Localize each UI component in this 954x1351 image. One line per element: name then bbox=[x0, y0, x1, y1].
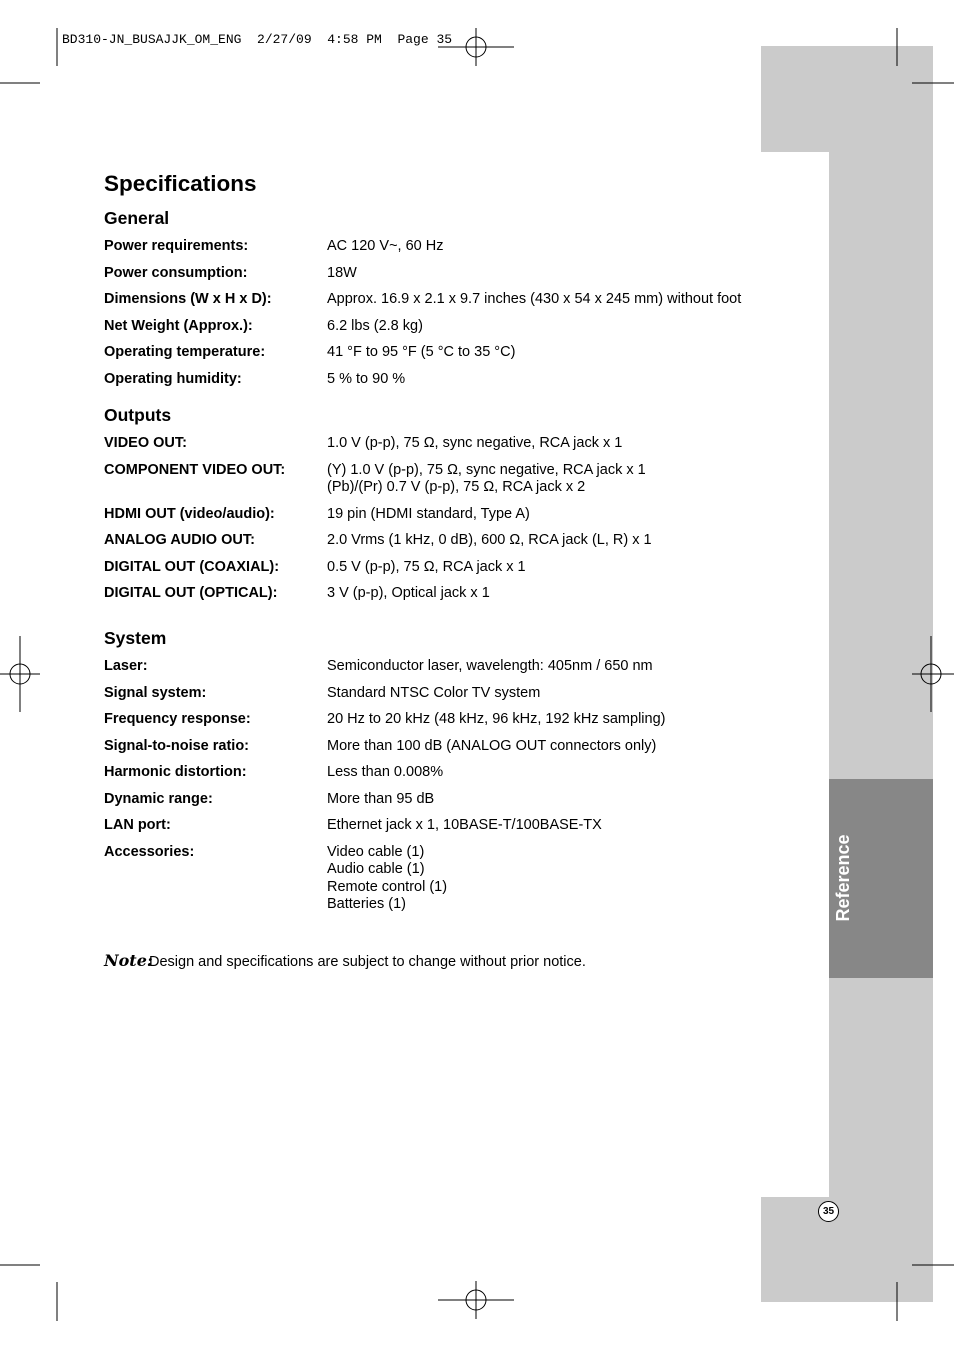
spec-label: Operating temperature: bbox=[104, 344, 266, 360]
print-header: BD310-JN_BUSAJJK_OM_ENG 2/27/09 4:58 PM Page 35 bbox=[62, 32, 453, 47]
note bbox=[104, 951, 586, 972]
spec-value: Ethernet jack x 1, 10BASE-T/100BASE-TX bbox=[327, 817, 602, 833]
spec-row-operating-temperature bbox=[104, 344, 754, 362]
spec-row-power-requirements bbox=[104, 238, 754, 256]
spec-row-dynamic-range bbox=[104, 791, 754, 809]
section-outputs bbox=[104, 405, 754, 612]
spec-row-analog-audio-out bbox=[104, 532, 754, 550]
spec-value: 0.5 V (p-p), 75 Ω, RCA jack x 1 bbox=[327, 558, 526, 575]
note-text: Design and specifications are subject to change without prior notice. bbox=[149, 954, 586, 970]
spec-label: Power requirements: bbox=[104, 238, 249, 254]
spec-label: Power consumption: bbox=[104, 264, 248, 281]
spec-label: Dynamic range: bbox=[104, 790, 213, 807]
spec-value-line: Batteries (1) bbox=[327, 896, 406, 912]
spec-value-line: (Y) 1.0 V (p-p), 75 Ω, sync negative, RCA jack x 1 bbox=[327, 461, 646, 478]
spec-value: 19 pin (HDMI standard, Type A) bbox=[327, 505, 530, 522]
spec-row-dimensions bbox=[104, 291, 754, 309]
side-tab-bottom-block bbox=[761, 1197, 933, 1302]
section-general bbox=[104, 208, 754, 397]
spec-label: Signal system: bbox=[104, 684, 207, 701]
spec-row-net-weight bbox=[104, 318, 754, 336]
spec-value: AC 120 V~, 60 Hz bbox=[327, 238, 444, 254]
spec-label: Accessories: bbox=[104, 843, 195, 860]
spec-row-video-out bbox=[104, 435, 754, 453]
spec-row-frequency-response bbox=[104, 711, 754, 729]
spec-value-line: Audio cable (1) bbox=[327, 861, 425, 877]
spec-value: 41 °F to 95 °F (5 °C to 35 °C) bbox=[327, 344, 516, 360]
spec-value bbox=[327, 844, 754, 914]
spec-label: DIGITAL OUT (COAXIAL): bbox=[104, 558, 280, 575]
reference-tab bbox=[829, 779, 933, 978]
spec-label: DIGITAL OUT (OPTICAL): bbox=[104, 585, 278, 601]
spec-row-signal-system bbox=[104, 685, 754, 703]
spec-row-lan-port bbox=[104, 817, 754, 835]
spec-row-power-consumption bbox=[104, 265, 754, 283]
spec-row-digital-out-optical bbox=[104, 585, 754, 603]
spec-label: LAN port: bbox=[104, 817, 171, 833]
spec-label: ANALOG AUDIO OUT: bbox=[104, 532, 255, 548]
spec-label: Dimensions (W x H x D): bbox=[104, 291, 272, 307]
spec-value: 18W bbox=[327, 264, 357, 281]
spec-row-accessories bbox=[104, 844, 754, 914]
spec-value-line: (Pb)/(Pr) 0.7 V (p-p), 75 Ω, RCA jack x 2 bbox=[327, 479, 586, 495]
spec-row-harmonic-distortion bbox=[104, 764, 754, 782]
spec-value: 2.0 Vrms (1 kHz, 0 dB), 600 Ω, RCA jack (L, R) x 1 bbox=[327, 532, 652, 548]
spec-value: 5 % to 90 % bbox=[327, 370, 406, 387]
spec-row-laser bbox=[104, 658, 754, 676]
section-heading: System bbox=[104, 628, 167, 648]
crop-mark-bottom-left bbox=[0, 1265, 57, 1321]
spec-label: Net Weight (Approx.): bbox=[104, 317, 253, 334]
page-title: Specifications bbox=[104, 171, 257, 196]
section-heading: Outputs bbox=[104, 405, 172, 425]
section-heading: General bbox=[104, 208, 170, 228]
section-system bbox=[104, 628, 754, 923]
spec-value-line: Remote control (1) bbox=[327, 878, 448, 895]
spec-value bbox=[327, 462, 754, 497]
spec-row-hdmi-out bbox=[104, 506, 754, 524]
side-tab-strip bbox=[829, 152, 933, 1197]
registration-mark-bottom bbox=[438, 1281, 514, 1319]
spec-label: Signal-to-noise ratio: bbox=[104, 737, 249, 754]
spec-value: More than 100 dB (ANALOG OUT connectors only) bbox=[327, 737, 657, 754]
spec-value: 6.2 lbs (2.8 kg) bbox=[327, 317, 423, 334]
spec-row-operating-humidity bbox=[104, 371, 754, 389]
note-label: Note: bbox=[104, 951, 153, 970]
spec-row-digital-out-coaxial bbox=[104, 559, 754, 577]
registration-circle bbox=[10, 664, 30, 684]
spec-label: VIDEO OUT: bbox=[104, 435, 187, 451]
page-number: 35 bbox=[818, 1201, 839, 1222]
crop-mark-top-left bbox=[0, 28, 57, 83]
spec-label: COMPONENT VIDEO OUT: bbox=[104, 461, 286, 478]
spec-value: Semiconductor laser, wavelength: 405nm / 650 nm bbox=[327, 658, 653, 674]
registration-circle bbox=[466, 1290, 486, 1310]
reference-tab-label: Reference bbox=[833, 834, 853, 922]
spec-value: Less than 0.008% bbox=[327, 764, 444, 780]
spec-label: Laser: bbox=[104, 658, 148, 674]
spec-value: 3 V (p-p), Optical jack x 1 bbox=[327, 585, 490, 601]
registration-circle bbox=[466, 37, 486, 57]
spec-value: Approx. 16.9 x 2.1 x 9.7 inches (430 x 54 x 245 mm) without foot bbox=[327, 291, 742, 307]
spec-label: Harmonic distortion: bbox=[104, 764, 247, 780]
spec-value-line: Video cable (1) bbox=[327, 843, 425, 860]
registration-mark-left bbox=[0, 636, 40, 712]
spec-value: More than 95 dB bbox=[327, 790, 435, 807]
spec-row-component-video-out bbox=[104, 462, 754, 497]
spec-value: 1.0 V (p-p), 75 Ω, sync negative, RCA jack x 1 bbox=[327, 435, 623, 451]
spec-label: Frequency response: bbox=[104, 711, 251, 727]
side-tab-top-block bbox=[761, 46, 933, 152]
spec-label: Operating humidity: bbox=[104, 370, 242, 387]
spec-label: HDMI OUT (video/audio): bbox=[104, 505, 275, 522]
spec-row-signal-to-noise-ratio bbox=[104, 738, 754, 756]
spec-value: 20 Hz to 20 kHz (48 kHz, 96 kHz, 192 kHz sampling) bbox=[327, 711, 666, 727]
spec-value: Standard NTSC Color TV system bbox=[327, 684, 541, 701]
